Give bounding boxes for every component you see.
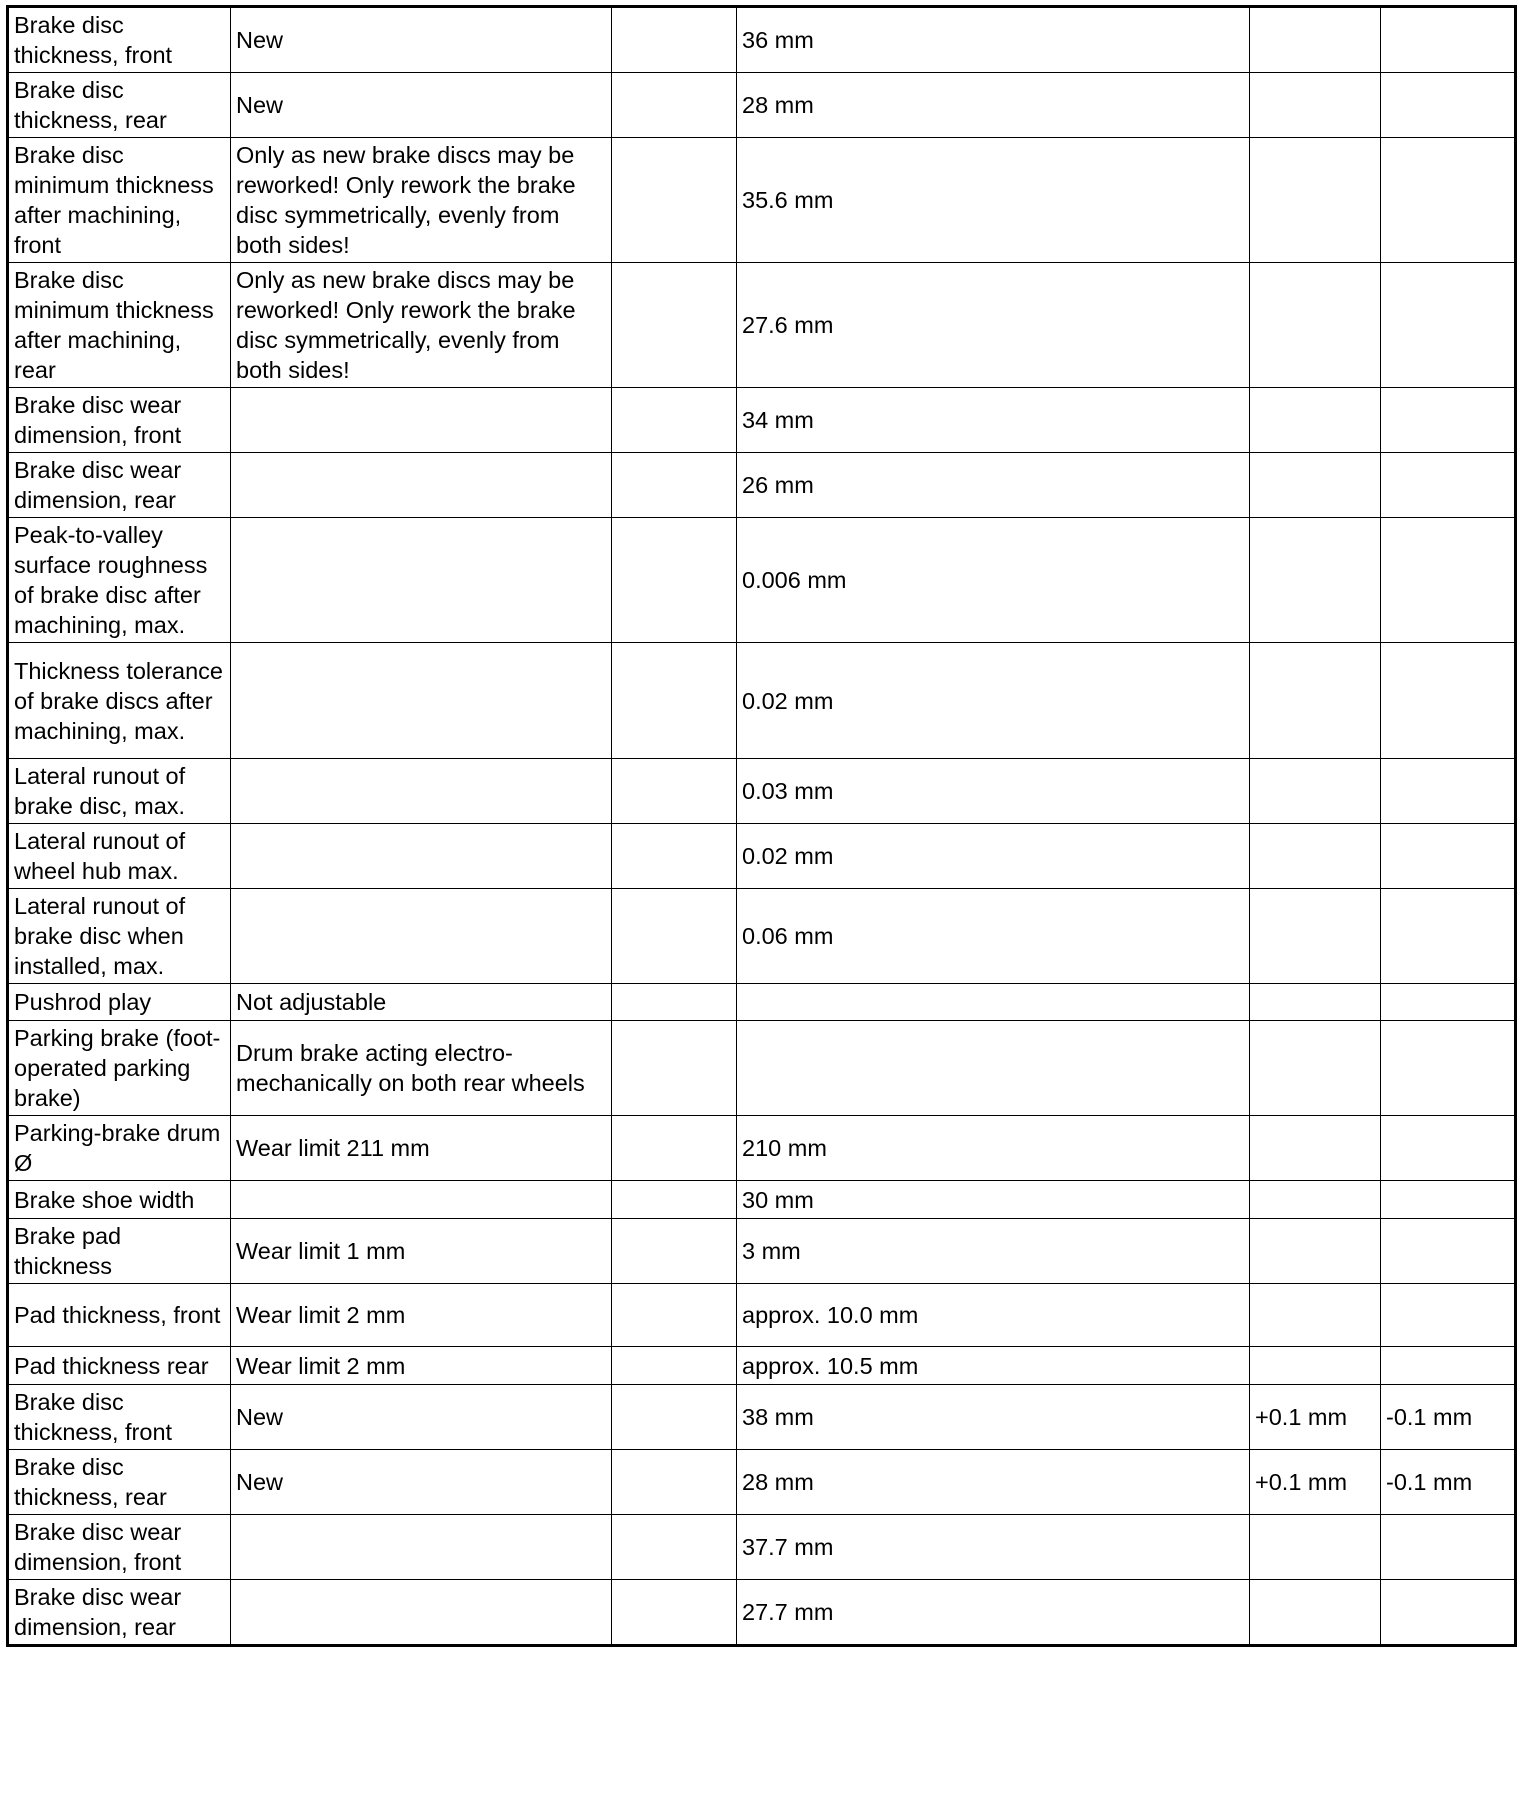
cell-condition: Wear limit 2 mm	[231, 1284, 612, 1347]
cell-value: 37.7 mm	[737, 1515, 1250, 1580]
cell-parameter: Brake disc thickness, rear	[8, 73, 231, 138]
cell-value: 0.06 mm	[737, 889, 1250, 984]
cell-tolerance-plus	[1250, 643, 1381, 759]
cell-tolerance-minus	[1381, 1580, 1516, 1646]
cell-parameter: Brake shoe width	[8, 1181, 231, 1219]
cell-parameter: Brake disc thickness, front	[8, 7, 231, 73]
cell-blank	[612, 1347, 737, 1385]
cell-blank	[612, 263, 737, 388]
cell-condition	[231, 453, 612, 518]
cell-value: 35.6 mm	[737, 138, 1250, 263]
table-row	[8, 1116, 1516, 1181]
cell-value: 26 mm	[737, 453, 1250, 518]
cell-tolerance-minus	[1381, 73, 1516, 138]
cell-value: 30 mm	[737, 1181, 1250, 1219]
cell-parameter: Brake disc minimum thickness after machining, front	[8, 138, 231, 263]
cell-tolerance-plus	[1250, 388, 1381, 453]
cell-blank	[612, 453, 737, 518]
spec-table-body	[8, 7, 1516, 1646]
table-row	[8, 263, 1516, 388]
cell-condition	[231, 889, 612, 984]
cell-value: 27.6 mm	[737, 263, 1250, 388]
cell-condition	[231, 1580, 612, 1646]
cell-tolerance-plus	[1250, 984, 1381, 1021]
cell-tolerance-minus	[1381, 1219, 1516, 1284]
cell-value: 0.02 mm	[737, 643, 1250, 759]
cell-tolerance-plus	[1250, 824, 1381, 889]
cell-blank	[612, 643, 737, 759]
cell-blank	[612, 73, 737, 138]
cell-tolerance-minus	[1381, 263, 1516, 388]
cell-parameter: Pad thickness rear	[8, 1347, 231, 1385]
table-row	[8, 889, 1516, 984]
cell-parameter: Brake disc wear dimension, front	[8, 1515, 231, 1580]
cell-condition: New	[231, 7, 612, 73]
cell-blank	[612, 1021, 737, 1116]
cell-tolerance-minus	[1381, 138, 1516, 263]
cell-value: 28 mm	[737, 1450, 1250, 1515]
cell-value	[737, 984, 1250, 1021]
table-row	[8, 1385, 1516, 1450]
cell-tolerance-minus	[1381, 1284, 1516, 1347]
cell-condition	[231, 759, 612, 824]
table-row	[8, 1450, 1516, 1515]
table-row	[8, 138, 1516, 263]
cell-value: 28 mm	[737, 73, 1250, 138]
cell-tolerance-plus	[1250, 1116, 1381, 1181]
cell-tolerance-minus: -0.1 mm	[1381, 1450, 1516, 1515]
cell-tolerance-plus	[1250, 1219, 1381, 1284]
cell-condition: Wear limit 1 mm	[231, 1219, 612, 1284]
cell-value: 3 mm	[737, 1219, 1250, 1284]
cell-value: approx. 10.5 mm	[737, 1347, 1250, 1385]
cell-parameter: Pad thickness, front	[8, 1284, 231, 1347]
table-row	[8, 518, 1516, 643]
cell-condition	[231, 518, 612, 643]
cell-value: 34 mm	[737, 388, 1250, 453]
table-row	[8, 1181, 1516, 1219]
cell-blank	[612, 984, 737, 1021]
table-row	[8, 1347, 1516, 1385]
table-row	[8, 7, 1516, 73]
table-row	[8, 453, 1516, 518]
cell-tolerance-minus	[1381, 518, 1516, 643]
cell-tolerance-plus	[1250, 73, 1381, 138]
cell-blank	[612, 1219, 737, 1284]
cell-parameter: Brake disc wear dimension, rear	[8, 453, 231, 518]
cell-parameter: Thickness tolerance of brake discs after machining, max.	[8, 643, 231, 759]
cell-blank	[612, 1116, 737, 1181]
cell-parameter: Brake disc minimum thickness after machining, rear	[8, 263, 231, 388]
cell-condition: Only as new brake discs may be reworked! Only rework the brake disc symmetrically, evenly from both sides!	[231, 263, 612, 388]
table-row	[8, 1515, 1516, 1580]
cell-blank	[612, 7, 737, 73]
cell-blank	[612, 1450, 737, 1515]
cell-parameter: Brake pad thickness	[8, 1219, 231, 1284]
cell-blank	[612, 1181, 737, 1219]
cell-value: approx. 10.0 mm	[737, 1284, 1250, 1347]
cell-tolerance-minus	[1381, 889, 1516, 984]
cell-condition	[231, 643, 612, 759]
cell-tolerance-minus	[1381, 1116, 1516, 1181]
cell-condition	[231, 824, 612, 889]
cell-value: 0.006 mm	[737, 518, 1250, 643]
cell-tolerance-plus	[1250, 518, 1381, 643]
table-row	[8, 73, 1516, 138]
cell-blank	[612, 759, 737, 824]
cell-tolerance-plus: +0.1 mm	[1250, 1385, 1381, 1450]
table-row	[8, 388, 1516, 453]
cell-parameter: Peak-to-valley surface roughness of brake disc after machining, max.	[8, 518, 231, 643]
cell-tolerance-plus	[1250, 1021, 1381, 1116]
cell-tolerance-minus	[1381, 1181, 1516, 1219]
cell-tolerance-plus	[1250, 1515, 1381, 1580]
cell-blank	[612, 1284, 737, 1347]
cell-value: 210 mm	[737, 1116, 1250, 1181]
cell-tolerance-minus	[1381, 7, 1516, 73]
cell-parameter: Parking brake (foot-operated parking brake)	[8, 1021, 231, 1116]
cell-condition	[231, 1515, 612, 1580]
cell-blank	[612, 889, 737, 984]
cell-tolerance-minus	[1381, 453, 1516, 518]
cell-parameter: Lateral runout of brake disc, max.	[8, 759, 231, 824]
cell-condition: New	[231, 73, 612, 138]
table-row	[8, 1284, 1516, 1347]
cell-tolerance-minus	[1381, 824, 1516, 889]
cell-blank	[612, 824, 737, 889]
cell-tolerance-plus	[1250, 1580, 1381, 1646]
cell-condition	[231, 1181, 612, 1219]
cell-parameter: Brake disc thickness, rear	[8, 1450, 231, 1515]
table-row	[8, 1580, 1516, 1646]
cell-value: 0.02 mm	[737, 824, 1250, 889]
cell-tolerance-minus	[1381, 388, 1516, 453]
brake-spec-table	[6, 5, 1517, 1647]
cell-tolerance-plus	[1250, 1181, 1381, 1219]
cell-blank	[612, 518, 737, 643]
cell-parameter: Brake disc wear dimension, rear	[8, 1580, 231, 1646]
cell-parameter: Parking-brake drum Ø	[8, 1116, 231, 1181]
cell-tolerance-minus	[1381, 1347, 1516, 1385]
cell-tolerance-plus	[1250, 1347, 1381, 1385]
cell-tolerance-minus	[1381, 643, 1516, 759]
cell-blank	[612, 1580, 737, 1646]
cell-tolerance-plus	[1250, 453, 1381, 518]
table-row	[8, 984, 1516, 1021]
cell-tolerance-plus	[1250, 889, 1381, 984]
cell-value: 0.03 mm	[737, 759, 1250, 824]
cell-tolerance-plus	[1250, 263, 1381, 388]
cell-parameter: Brake disc wear dimension, front	[8, 388, 231, 453]
table-row	[8, 1219, 1516, 1284]
cell-condition: Drum brake acting electro-mechanically on both rear wheels	[231, 1021, 612, 1116]
cell-tolerance-plus	[1250, 138, 1381, 263]
cell-tolerance-minus	[1381, 759, 1516, 824]
table-row	[8, 1021, 1516, 1116]
cell-tolerance-plus	[1250, 1284, 1381, 1347]
cell-condition: Not adjustable	[231, 984, 612, 1021]
cell-value	[737, 1021, 1250, 1116]
cell-tolerance-minus	[1381, 1515, 1516, 1580]
cell-value: 38 mm	[737, 1385, 1250, 1450]
cell-parameter: Brake disc thickness, front	[8, 1385, 231, 1450]
cell-tolerance-plus: +0.1 mm	[1250, 1450, 1381, 1515]
table-row	[8, 643, 1516, 759]
cell-blank	[612, 1515, 737, 1580]
cell-tolerance-minus: -0.1 mm	[1381, 1385, 1516, 1450]
cell-condition: Wear limit 2 mm	[231, 1347, 612, 1385]
cell-parameter: Lateral runout of brake disc when installed, max.	[8, 889, 231, 984]
cell-blank	[612, 388, 737, 453]
cell-condition	[231, 388, 612, 453]
cell-tolerance-plus	[1250, 7, 1381, 73]
cell-value: 36 mm	[737, 7, 1250, 73]
cell-parameter: Pushrod play	[8, 984, 231, 1021]
cell-condition: New	[231, 1385, 612, 1450]
cell-tolerance-minus	[1381, 984, 1516, 1021]
cell-parameter: Lateral runout of wheel hub max.	[8, 824, 231, 889]
cell-tolerance-minus	[1381, 1021, 1516, 1116]
table-row	[8, 824, 1516, 889]
cell-condition: Wear limit 211 mm	[231, 1116, 612, 1181]
cell-tolerance-plus	[1250, 759, 1381, 824]
cell-value: 27.7 mm	[737, 1580, 1250, 1646]
table-row	[8, 759, 1516, 824]
cell-blank	[612, 1385, 737, 1450]
cell-blank	[612, 138, 737, 263]
cell-condition: New	[231, 1450, 612, 1515]
cell-condition: Only as new brake discs may be reworked! Only rework the brake disc symmetrically, evenly from both sides!	[231, 138, 612, 263]
